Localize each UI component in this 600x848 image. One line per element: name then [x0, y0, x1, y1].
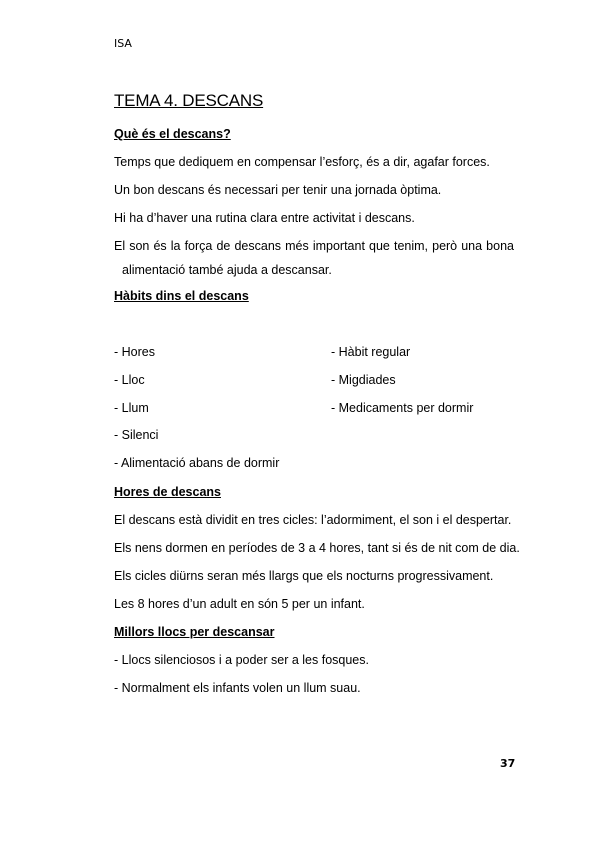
section-heading-best-places: Millors llocs per descansar	[114, 625, 275, 639]
section-heading-what-is-rest: Què és el descans?	[114, 127, 231, 141]
list-item: - Llum	[114, 401, 149, 415]
page-title: TEMA 4. DESCANS	[114, 91, 264, 110]
page-header: ISA	[114, 37, 132, 50]
paragraph: Els cicles diürns seran més llargs que els nocturns progressivament.	[114, 569, 494, 583]
section-heading-rest-hours: Hores de descans	[114, 485, 221, 499]
list-item: - Hàbit regular	[331, 345, 411, 359]
paragraph: Temps que dediquem en compensar l’esforç, és a dir, agafar forces.	[114, 155, 490, 169]
paragraph: Un bon descans és necessari per tenir una jornada òptima.	[114, 183, 442, 197]
paragraph-line: El son és la força de descans més important que tenim, però una bona	[114, 239, 514, 253]
list-item: - Medicaments per dormir	[331, 401, 474, 415]
list-item: - Alimentació abans de dormir	[114, 456, 280, 470]
list-item: - Normalment els infants volen un llum suau.	[114, 681, 361, 695]
section-heading-rest-habits: Hàbits dins el descans	[114, 289, 249, 303]
paragraph: El descans està dividit en tres cicles: l’adormiment, el son i el despertar.	[114, 513, 512, 527]
paragraph-justified	[114, 234, 514, 282]
list-item: - Migdiades	[331, 373, 396, 387]
list-item: - Llocs silenciosos i a poder ser a les fosques.	[114, 653, 369, 667]
paragraph: Els nens dormen en períodes de 3 a 4 hores, tant si és de nit com de dia.	[114, 541, 520, 555]
paragraph: Hi ha d’haver una rutina clara entre activitat i descans.	[114, 211, 415, 225]
page-number: 37	[500, 757, 516, 770]
paragraph-line: alimentació també ajuda a descansar.	[122, 263, 332, 277]
list-item: - Lloc	[114, 373, 145, 387]
list-item: - Hores	[114, 345, 155, 359]
list-item: - Silenci	[114, 428, 159, 442]
paragraph: Les 8 hores d’un adult en són 5 per un infant.	[114, 597, 365, 611]
